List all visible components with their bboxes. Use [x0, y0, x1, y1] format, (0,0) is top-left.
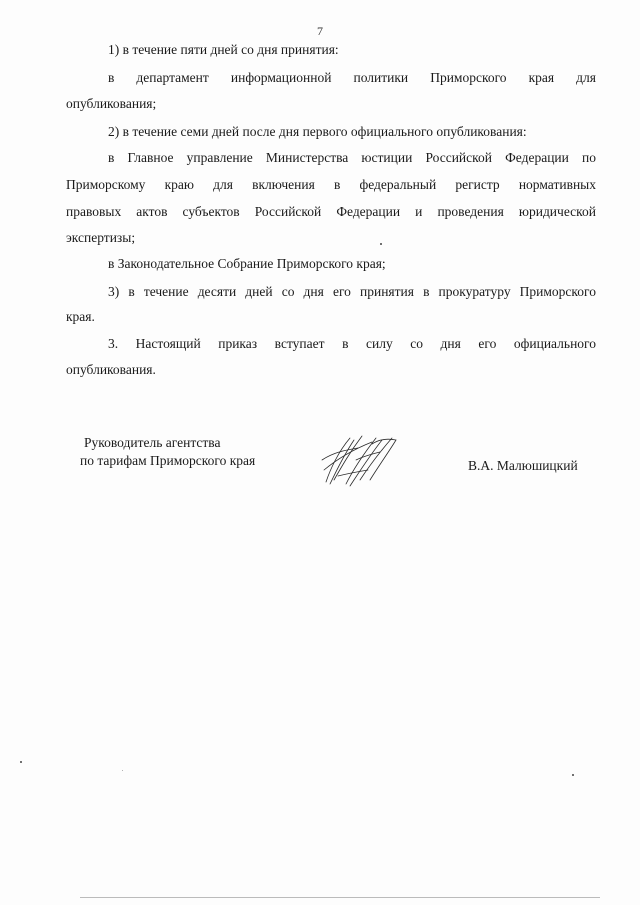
signatory-position	[80, 434, 255, 470]
position-line: по тарифам Приморского края	[80, 453, 256, 468]
page-number: 7	[317, 24, 323, 38]
paragraph-line: в Законодательное Собрание Приморского края;	[108, 256, 386, 271]
scan-speck	[20, 761, 22, 763]
signer-name: В.А. Малюшицкий	[468, 458, 578, 473]
paragraph-line: 3. Настоящий приказ вступает в силу со дня его официального	[108, 336, 596, 351]
scan-edge	[80, 897, 600, 898]
paragraph-line: края.	[66, 309, 95, 324]
paragraph-line: опубликования;	[66, 96, 157, 111]
paragraph-line: правовых актов субъектов Российской Федерации и проведения юридической	[66, 204, 596, 219]
paragraph-line: экспертизы;	[66, 230, 136, 245]
paragraph-line: в департамент информационной политики Приморского края для	[108, 70, 596, 85]
paragraph-line: Приморскому краю для включения в федеральный регистр нормативных	[66, 177, 596, 192]
scan-speck	[380, 243, 382, 245]
scan-speck	[122, 770, 123, 771]
handwritten-signature	[316, 430, 402, 490]
paragraph-line: 3) в течение десяти дней со дня его принятия в прокуратуру Приморского	[108, 284, 596, 299]
paragraph-line: 2) в течение семи дней после дня первого официального опубликования:	[108, 124, 527, 139]
paragraph-line: опубликования.	[66, 362, 156, 377]
position-line: Руководитель агентства	[84, 435, 221, 450]
paragraph-line: в Главное управление Министерства юстиции Российской Федерации по	[108, 150, 596, 165]
paragraph-line: 1) в течение пяти дней со дня принятия:	[108, 42, 339, 57]
scan-speck	[572, 774, 574, 776]
